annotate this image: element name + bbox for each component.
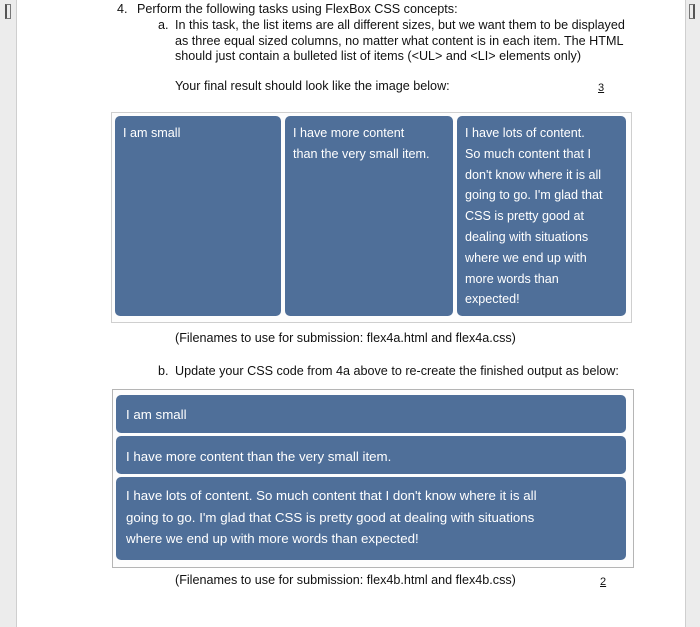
- column-item-lots-of-content: [457, 116, 626, 316]
- row-text-line: I have more content than the very small item.: [126, 449, 392, 464]
- bracket-icon: [689, 4, 695, 19]
- flex-columns-example: [111, 112, 632, 323]
- part-b-mark: 2: [600, 576, 607, 588]
- right-page-edge: [685, 0, 700, 627]
- part-b-filenames: (Filenames to use for submission: flex4b.html and flex4b.css): [175, 573, 516, 587]
- column-text-line: than the very small item.: [293, 146, 430, 161]
- column-text-line: I have more content: [293, 126, 405, 140]
- part-b-letter: b.: [158, 364, 169, 378]
- part-b-instruction: Update your CSS code from 4a above to re-create the finished output as below:: [175, 364, 619, 378]
- part-a-letter: a.: [158, 18, 169, 32]
- column-text-line: I am small: [123, 126, 181, 140]
- part-a-instruction-line: In this task, the list items are all different sizes, but we want them to be displayed: [175, 18, 625, 32]
- part-a-final-result-text: Your final result should look like the image below:: [175, 79, 450, 93]
- column-item-more-content: [285, 116, 453, 316]
- left-page-edge: [0, 0, 17, 627]
- column-text-line: going to go. I'm glad that: [465, 188, 603, 203]
- question-title: Perform the following tasks using FlexBox CSS concepts:: [137, 2, 458, 16]
- column-text-line: So much content that I: [465, 146, 592, 161]
- bracket-icon: [5, 4, 11, 19]
- row-item-more-content: [116, 436, 626, 474]
- row-text-line: I have lots of content. So much content that I don't know where it is all: [126, 488, 537, 503]
- column-text-line: more words than: [465, 271, 559, 286]
- row-text-line: where we end up with more words than expected!: [126, 531, 419, 546]
- column-text-line: I have lots of content.: [465, 126, 585, 140]
- column-text-line: where we end up with: [465, 250, 587, 265]
- row-item-lots-of-content: [116, 477, 626, 560]
- column-item-small: [115, 116, 281, 316]
- row-text-line: going to go. I'm glad that CSS is pretty good at dealing with situations: [126, 509, 535, 525]
- part-a-filenames: (Filenames to use for submission: flex4a.html and flex4a.css): [175, 331, 516, 345]
- flex-rows-example: [112, 389, 634, 568]
- part-a-mark: 3: [598, 82, 605, 94]
- row-text-line: I am small: [126, 407, 187, 422]
- part-a-instruction-line: as three equal sized columns, no matter what content is in each item. The HTML: [175, 34, 624, 48]
- row-item-small: [116, 395, 626, 433]
- column-text-line: don't know where it is all: [465, 167, 602, 182]
- column-text-line: dealing with situations: [465, 229, 589, 244]
- question-number: 4.: [117, 2, 128, 16]
- part-a-instruction-line: should just contain a bulleted list of items (<UL> and <LI> elements only): [175, 49, 582, 63]
- column-text-line: CSS is pretty good at: [465, 209, 585, 224]
- column-text-line: expected!: [465, 292, 520, 307]
